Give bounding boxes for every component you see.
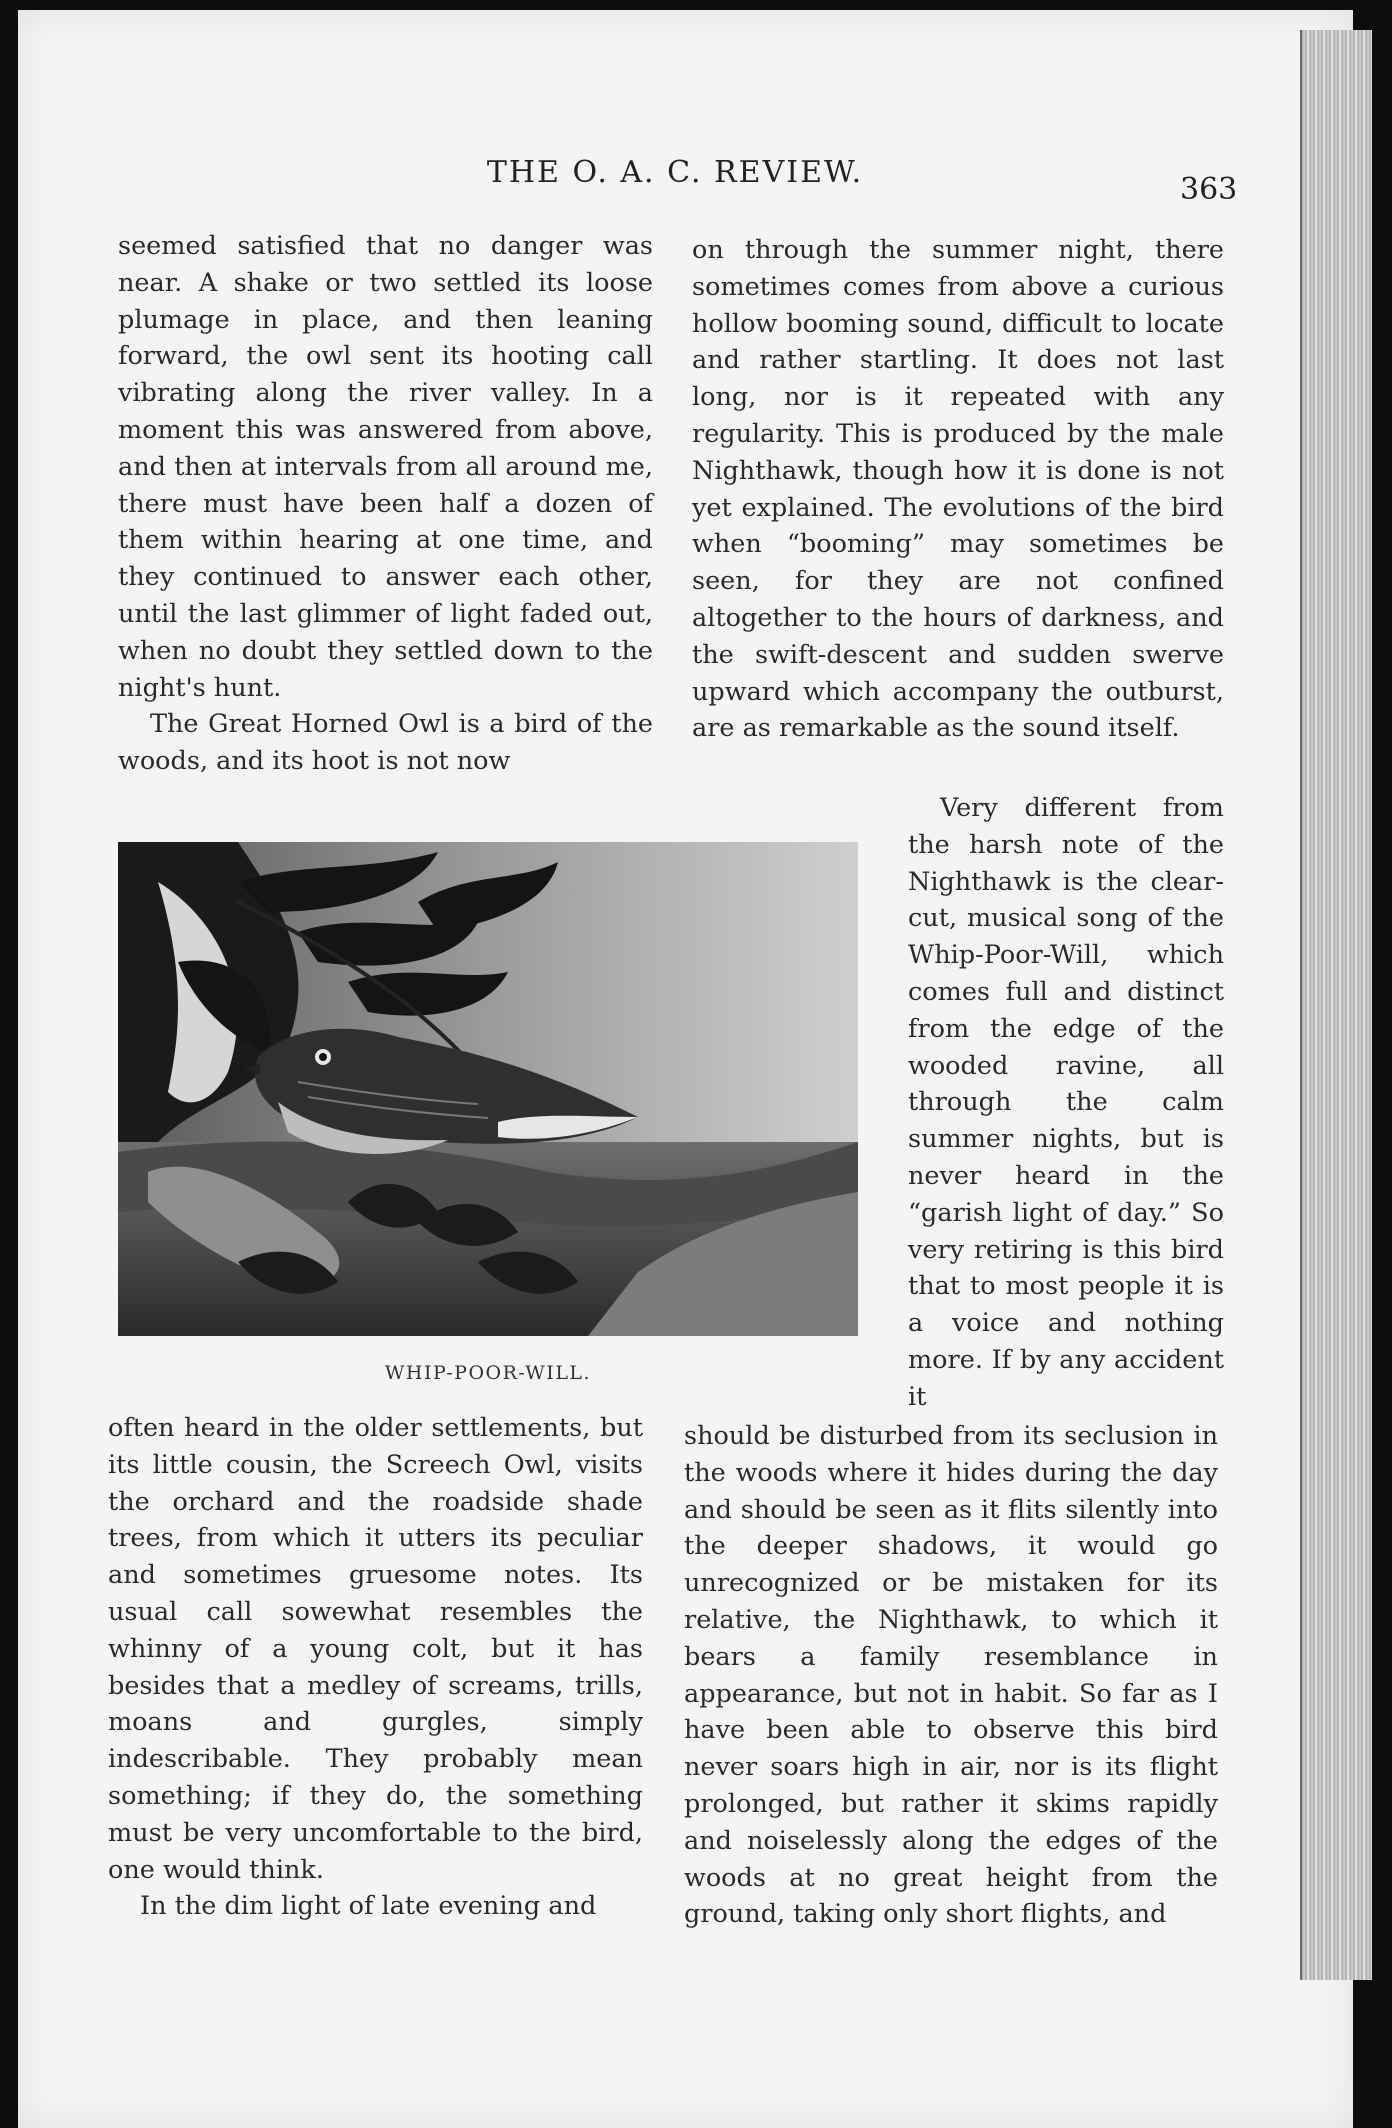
column-right-top <box>692 232 1224 747</box>
running-header: THE O. A. C. REVIEW. <box>486 155 864 190</box>
whip-poor-will-illustration <box>118 842 858 1336</box>
column-left-top <box>118 228 653 780</box>
paragraph: Very different from the harsh note of the Nighthawk is the clear-cut, musical song of the Whip-Poor-Will, which comes full and distinct from the edge of the wooded ravine, all through the calm summer nights, but is never heard in the “garish light of day.” So very retiring is this bird that to most people it is a voice and nothing more. If by any accident it <box>908 793 1224 1412</box>
bird-engraving <box>118 842 858 1336</box>
column-left-bottom <box>108 1410 643 1925</box>
page-number: 363 <box>1180 172 1238 207</box>
column-right-wrap <box>908 790 1224 1416</box>
paragraph: The Great Horned Owl is a bird of the woods, and its hoot is not now <box>118 709 653 777</box>
paragraph: on through the summer night, there sometimes comes from above a curious hollow booming sound, difficult to locate and rather startling. It does not last long, nor is it repeated with any regularity. This is produced by the male Nighthawk, though how it is done is not yet explained. The evolutions of the bird when “booming” may sometimes be seen, for they are not confined altogether to the hours of darkness, and the swift-descent and sudden swerve upward which accompany the outburst, are as remarkable as the sound itself. <box>692 235 1224 744</box>
column-right-bottom <box>684 1418 1218 1933</box>
scan-left-edge <box>0 0 18 2128</box>
figure-caption: WHIP-POOR-WILL. <box>384 1362 592 1384</box>
paragraph: seemed satisfied that no danger was near. A shake or two settled its loose plumage in place, and then leaning forward, the owl sent its hooting call vibrating along the river valley. In a moment this was answered from above, and then at intervals from all around me, there must have been half a dozen of them within hearing at one time, and they continued to answer each other, until the last glimmer of light faded out, when no doubt they settled down to the night's hunt. <box>118 231 653 703</box>
paragraph: In the dim light of late evening and <box>140 1891 597 1922</box>
book-page-edges <box>1300 30 1372 1980</box>
paragraph: often heard in the older settlements, but its little cousin, the Screech Owl, visits the orchard and the roadside shade trees, from which it utters its peculiar and sometimes gruesome notes. Its usual call sowewhat resembles the whinny of a young colt, but it has besides that a medley of screams, trills, moans and gurgles, simply indescribable. They probably mean something; if they do, the something must be very uncomfortable to the bird, one would think. <box>108 1413 643 1885</box>
paragraph: should be disturbed from its seclusion in the woods where it hides during the day and should be seen as it flits silently into the deeper shadows, it would go unrecognized or be mistaken for its relative, the Nighthawk, to which it bears a family resemblance in appearance, but not in habit. So far as I have been able to observe this bird never soars high in air, nor is its flight prolonged, but rather it skims rapidly and noiselessly along the edges of the woods at no great height from the ground, taking only short flights, and <box>684 1421 1218 1930</box>
